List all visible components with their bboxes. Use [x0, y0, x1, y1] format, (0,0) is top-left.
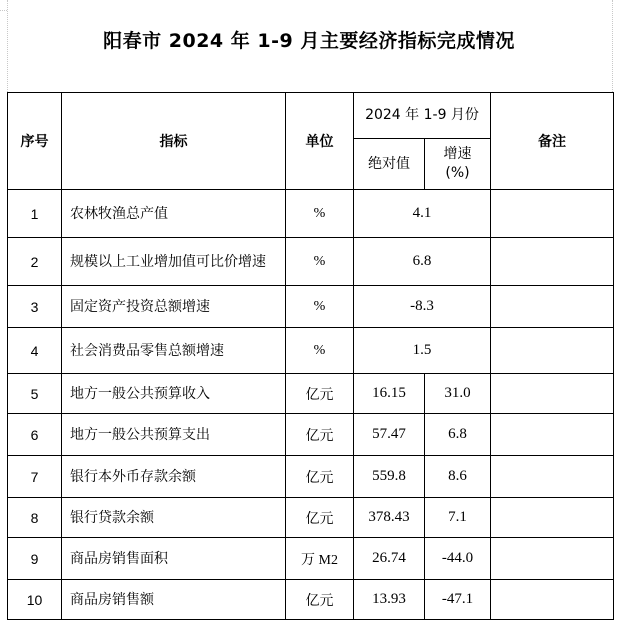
row-unit: % [286, 238, 354, 286]
row-absolute: 378.43 [354, 498, 425, 538]
row-growth: -47.1 [425, 580, 491, 620]
row-unit: 万 M2 [286, 538, 354, 580]
table-row [8, 238, 614, 286]
document-title: 阳春市 2024 年 1-9 月主要经济指标完成情况 [103, 30, 515, 52]
row-indicator: 农林牧渔总产值 [62, 190, 286, 238]
row-value: 4.1 [354, 190, 491, 238]
table-row [8, 456, 614, 498]
row-unit: % [286, 286, 354, 328]
row-absolute: 16.15 [354, 374, 425, 414]
row-growth: 7.1 [425, 498, 491, 538]
row-indicator: 规模以上工业增加值可比价增速 [62, 238, 286, 286]
row-indicator: 社会消费品零售总额增速 [62, 328, 286, 374]
row-absolute: 559.8 [354, 456, 425, 498]
header-absolute: 绝对值 [354, 139, 425, 190]
row-unit: 亿元 [286, 580, 354, 620]
header-remark: 备注 [491, 93, 614, 190]
row-indicator: 固定资产投资总额增速 [62, 286, 286, 328]
row-remark [491, 286, 614, 328]
table-row [8, 328, 614, 374]
row-growth: 31.0 [425, 374, 491, 414]
row-seq: 5 [8, 374, 62, 414]
header-row-1 [8, 93, 614, 139]
table-row [8, 374, 614, 414]
row-unit: % [286, 328, 354, 374]
row-indicator: 地方一般公共预算收入 [62, 374, 286, 414]
row-growth: 6.8 [425, 414, 491, 456]
row-seq: 8 [8, 498, 62, 538]
row-absolute: 13.93 [354, 580, 425, 620]
table-row [8, 286, 614, 328]
row-growth: -44.0 [425, 538, 491, 580]
row-remark [491, 374, 614, 414]
row-unit: 亿元 [286, 498, 354, 538]
row-remark [491, 538, 614, 580]
header-growth [425, 139, 491, 190]
row-seq: 10 [8, 580, 62, 620]
row-remark [491, 456, 614, 498]
row-seq: 6 [8, 414, 62, 456]
row-seq: 2 [8, 238, 62, 286]
row-indicator: 商品房销售面积 [62, 538, 286, 580]
row-absolute: 57.47 [354, 414, 425, 456]
row-remark [491, 414, 614, 456]
row-value: 6.8 [354, 238, 491, 286]
row-seq: 1 [8, 190, 62, 238]
row-seq: 3 [8, 286, 62, 328]
row-indicator: 地方一般公共预算支出 [62, 414, 286, 456]
row-unit: % [286, 190, 354, 238]
header-indicator: 指标 [62, 93, 286, 190]
header-period: 2024 年 1-9 月份 [354, 93, 491, 139]
row-seq: 7 [8, 456, 62, 498]
row-remark [491, 328, 614, 374]
row-seq: 9 [8, 538, 62, 580]
row-remark [491, 238, 614, 286]
row-absolute: 26.74 [354, 538, 425, 580]
row-indicator: 银行本外币存款余额 [62, 456, 286, 498]
table-row [8, 414, 614, 456]
header-growth-unit: (%) [445, 165, 470, 181]
table-row [8, 190, 614, 238]
header-seq: 序号 [8, 93, 62, 190]
indicators-table [7, 92, 614, 620]
row-unit: 亿元 [286, 374, 354, 414]
row-remark [491, 580, 614, 620]
row-indicator: 银行贷款余额 [62, 498, 286, 538]
row-remark [491, 190, 614, 238]
table-row [8, 498, 614, 538]
table-row [8, 538, 614, 580]
row-indicator: 商品房销售额 [62, 580, 286, 620]
row-unit: 亿元 [286, 456, 354, 498]
row-remark [491, 498, 614, 538]
header-growth-label: 增速 [443, 146, 472, 162]
row-unit: 亿元 [286, 414, 354, 456]
header-unit: 单位 [286, 93, 354, 190]
row-seq: 4 [8, 328, 62, 374]
top-margin-guide [0, 10, 7, 11]
table-row [8, 580, 614, 620]
row-value: -8.3 [354, 286, 491, 328]
row-value: 1.5 [354, 328, 491, 374]
row-growth: 8.6 [425, 456, 491, 498]
